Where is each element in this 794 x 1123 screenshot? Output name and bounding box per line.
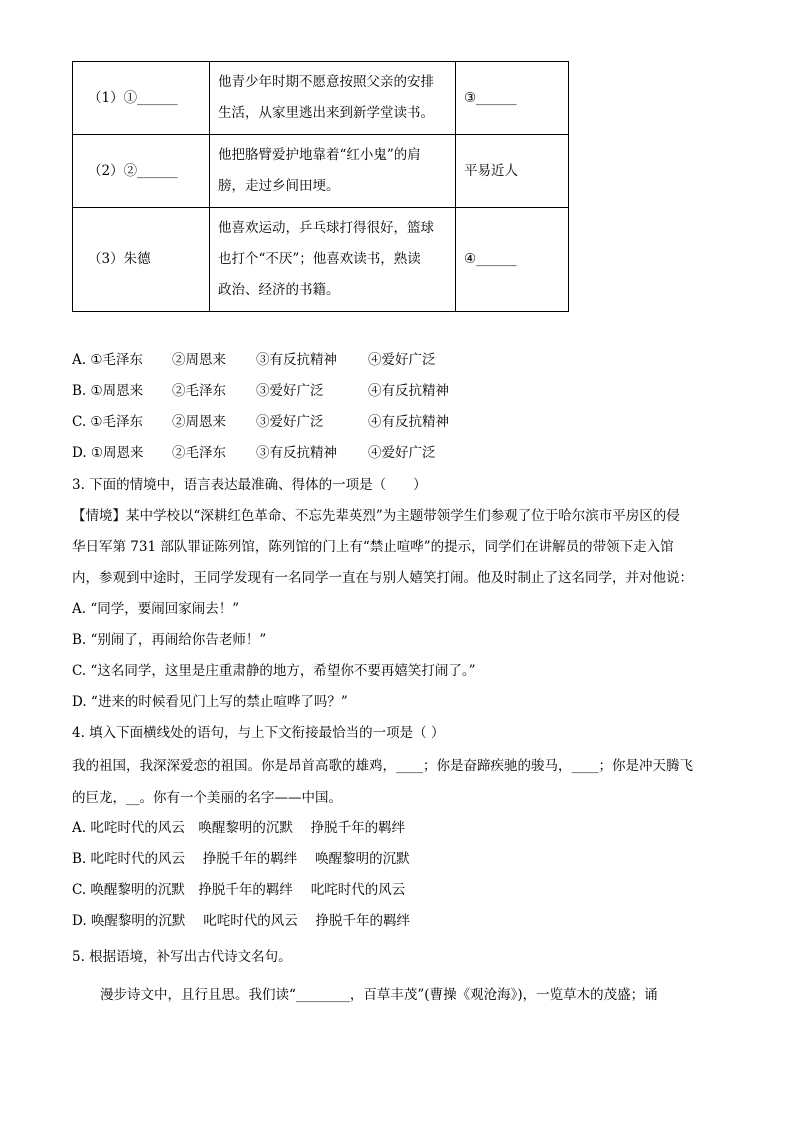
table-cell: ③______ bbox=[456, 62, 569, 135]
table-cell bbox=[210, 208, 456, 312]
option-part: ④有反抗精神 bbox=[368, 414, 449, 430]
question-4-text: 的巨龙，__。你有一个美丽的名字——中国。 bbox=[72, 790, 342, 806]
option-a bbox=[72, 350, 436, 370]
table-cell: ④______ bbox=[456, 208, 569, 312]
cell-line: 也打个“不厌”；他喜欢读书，熟读 bbox=[218, 251, 421, 267]
question-4-text: 我的祖国，我深深爱恋的祖国。你是昂首高歌的雄鸡，____；你是奋蹄疾驰的骏马，____；你是冲天腾飞 bbox=[72, 758, 693, 774]
table-cell bbox=[210, 62, 456, 135]
question-3-option-c: C. “这名同学，这里是庄重肃静的地方，希望你不要再嬉笑打闹了。” bbox=[72, 663, 476, 679]
cell-line: 生活，从家里逃出来到新学堂读书。 bbox=[218, 105, 434, 121]
question-5-stem: 5. 根据语境，补写出古代诗文名句。 bbox=[72, 949, 292, 965]
question-3-option-a: A. “同学，要闹回家闹去！” bbox=[72, 601, 240, 617]
question-4-option-c: C. 唤醒黎明的沉默 挣脱千年的羁绊 叱咤时代的风云 bbox=[72, 882, 406, 898]
question-4-option-d: D. 唤醒黎明的沉默 叱咤时代的风云 挣脱千年的羁绊 bbox=[72, 913, 411, 929]
option-part: ②毛泽东 bbox=[172, 445, 226, 461]
option-part: D. ①周恩来 bbox=[72, 445, 144, 461]
cell-line: 政治、经济的书籍。 bbox=[218, 282, 340, 298]
question-4-option-b: B. 叱咤时代的风云 挣脱千年的羁绊 唤醒黎明的沉默 bbox=[72, 851, 410, 867]
option-c bbox=[72, 412, 449, 432]
option-d bbox=[72, 443, 436, 463]
option-part: C. ①毛泽东 bbox=[72, 414, 144, 430]
option-part: ④爱好广泛 bbox=[368, 352, 436, 368]
option-part: B. ①周恩来 bbox=[72, 383, 144, 399]
table-cell: （1）①______ bbox=[73, 62, 210, 135]
question-4-option-a: A. 叱咤时代的风云 唤醒黎明的沉默 挣脱千年的羁绊 bbox=[72, 820, 406, 836]
table-cell bbox=[210, 135, 456, 208]
question-5-text: 漫步诗文中，且行且思。我们读“________，百草丰茂”(曹操《观沧海》)，一览草木的茂盛；诵 bbox=[100, 987, 658, 1003]
option-part: ④爱好广泛 bbox=[368, 445, 436, 461]
table-cell: （2）②______ bbox=[73, 135, 210, 208]
option-part: A. ①毛泽东 bbox=[72, 352, 143, 368]
cell-line: 膀，走过乡间田埂。 bbox=[218, 178, 340, 194]
option-part: ③爱好广泛 bbox=[256, 414, 324, 430]
question-3-context: 华日军第 731 部队罪证陈列馆，陈列馆的门上有“禁止喧哗”的提示，同学们在讲解员的带领下走入馆 bbox=[72, 539, 674, 555]
cell-line: 他把胳臂爱护地靠着“红小鬼”的肩 bbox=[218, 147, 421, 163]
question-3-option-b: B. “别闹了，再闹给你告老师！” bbox=[72, 632, 267, 648]
option-part: ②毛泽东 bbox=[172, 383, 226, 399]
question-3-context: 【情境】某中学校以“深耕红色革命、不忘先辈英烈”为主题带领学生们参观了位于哈尔滨市平房区的侵 bbox=[72, 508, 680, 524]
question-4-stem: 4. 填入下面横线处的语句，与上下文衔接最恰当的一项是（ ） bbox=[72, 725, 445, 741]
question-3-context: 内，参观到中途时，王同学发现有一名同学一直在与别人嬉笑打闹。他及时制止了这名同学，并对他说： bbox=[72, 570, 693, 586]
cell-line: 他青少年时期不愿意按照父亲的安排 bbox=[218, 74, 434, 90]
option-part: ②周恩来 bbox=[172, 414, 226, 430]
question-3-option-d: D. “进来的时候看见门上写的禁止喧哗了吗？” bbox=[72, 694, 348, 710]
info-table bbox=[72, 61, 569, 312]
option-part: ③有反抗精神 bbox=[256, 445, 337, 461]
table-row bbox=[73, 135, 569, 208]
table-cell: 平易近人 bbox=[456, 135, 569, 208]
option-b bbox=[72, 381, 449, 401]
option-part: ③爱好广泛 bbox=[256, 383, 324, 399]
option-part: ④有反抗精神 bbox=[368, 383, 449, 399]
table-row bbox=[73, 62, 569, 135]
question-3-stem: 3. 下面的情境中，语言表达最准确、得体的一项是（ ） bbox=[72, 477, 427, 493]
option-part: ③有反抗精神 bbox=[256, 352, 337, 368]
table-cell: （3）朱德 bbox=[73, 208, 210, 312]
option-part: ②周恩来 bbox=[172, 352, 226, 368]
cell-line: 他喜欢运动，乒乓球打得很好，篮球 bbox=[218, 220, 434, 236]
table-row bbox=[73, 208, 569, 312]
